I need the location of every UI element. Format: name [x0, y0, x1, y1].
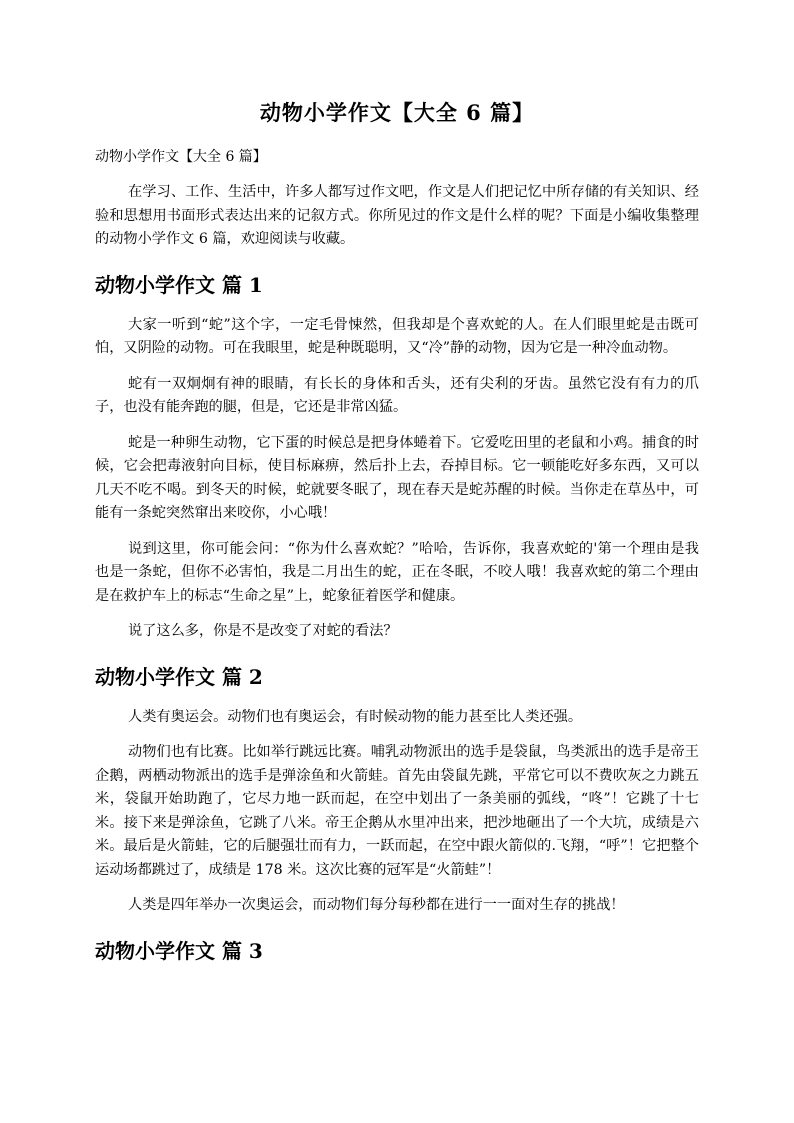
section-2-paragraph-1: 人类有奥运会。动物们也有奥运会，有时候动物的能力甚至比人类还强。 — [128, 708, 583, 725]
section-1-paragraph-1: 大家一听到“蛇”这个字，一定毛骨悚然，但我却是个喜欢蛇的人。在人们眼里蛇是击既可怕，又阴险的动物。可在我眼里，蛇是种既聪明，又“冷”静的动物，因为它是一种冷血动物。 — [95, 316, 699, 356]
section-1-paragraph-3: 蛇是一种卵生动物，它下蛋的时候总是把身体蜷着下。它爱吃田里的老鼠和小鸡。捕食的时候，它会把毒液射向目标，使目标麻痹，然后扑上去，吞掉目标。它一顿能吃好多东西，又可以几天不吃不喝。到冬天的时候，蛇就要冬眠了，现在春天是蛇苏醒的时候。当你走在草丛中，可能有一条蛇突然窜出来咬你，小心哦！ — [95, 434, 699, 521]
section-2-paragraph-2: 动物们也有比赛。比如举行跳远比赛。哺乳动物派出的选手是袋鼠，鸟类派出的选手是帝王企鹅，两栖动物派出的选手是弹涂鱼和火箭蛙。首先由袋鼠先跳，平常它可以不费吹灰之力跳五米，袋鼠开始助跑了，它尽力地一跃而起，在空中划出了一条美丽的弧线，“咚”！它跳了十七米。接下来是弹涂鱼，它跳了八米。帝王企鹅从水里冲出来，把沙地砸出了一个大坑，成绩是六米。最后是火箭蛙，它的后腿强壮而有力，一跃而起，在空中跟火箭似的.飞翔，“呼”！它把整个运动场都跳过了，成绩是 178 米。这次比赛的冠军是“火箭蛙”！ — [95, 744, 699, 878]
document-title: 动物小学作文【大全 6 篇】 — [259, 100, 535, 125]
section-1-paragraph-4: 说到这里，你可能会问：“你为什么喜欢蛇？”哈哈，告诉你，我喜欢蛇的'第一个理由是我也是一条蛇，但你不必害怕，我是二月出生的蛇，正在冬眠，不咬人哦！我喜欢蛇的第二个理由是在救护车上的标志“生命之星”上，蛇象征着医学和健康。 — [95, 540, 699, 604]
section-heading-1: 动物小学作文 篇 1 — [95, 272, 263, 297]
document-subtitle: 动物小学作文【大全 6 篇】 — [95, 149, 267, 165]
section-2-paragraph-3: 人类是四年举办一次奥运会，而动物们每分每秒都在进行一一面对生存的挑战！ — [128, 897, 625, 913]
document-page — [95, 96, 699, 967]
section-heading-3: 动物小学作文 篇 3 — [95, 938, 263, 963]
intro-paragraph: 在学习、工作、生活中，许多人都写过作文吧，作文是人们把记忆中所存储的有关知识、经验和思想用书面形式表达出来的记叙方式。你所见过的作文是什么样的呢？下面是小编收集整理的动物小学作文 6 篇，欢迎阅读与收藏。 — [95, 184, 699, 247]
section-1-paragraph-5: 说了这么多，你是不是改变了对蛇的看法？ — [128, 623, 398, 639]
section-heading-2: 动物小学作文 篇 2 — [95, 664, 263, 689]
section-1-paragraph-2: 蛇有一双炯炯有神的眼睛，有长长的身体和舌头，还有尖利的牙齿。虽然它没有有力的爪子，也没有能奔跑的腿，但是，它还是非常凶猛。 — [95, 375, 699, 415]
